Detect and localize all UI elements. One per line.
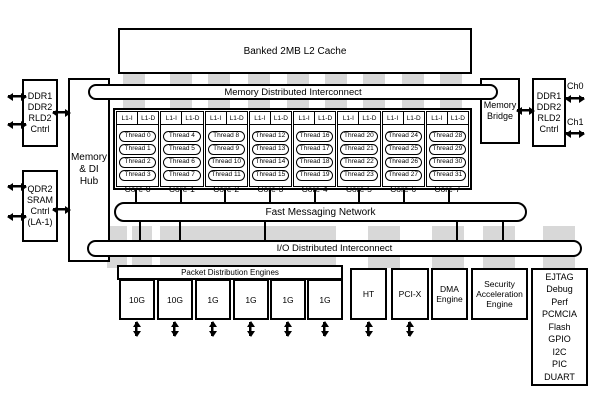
- ddr-left-line: RLD2: [28, 113, 52, 123]
- ddr-controller-right-box: [532, 78, 566, 147]
- thread-pill: Thread 3: [119, 170, 156, 181]
- v-bidirectional-arrow-icon: [283, 322, 292, 336]
- l1i-cache-cell: L1-I: [338, 112, 359, 124]
- thread-pill: Thread 21: [340, 144, 377, 155]
- port-10g-1: [157, 279, 193, 320]
- l1-cache-row: [383, 112, 424, 125]
- security-line: Acceleration: [476, 289, 523, 299]
- bus-connector-line: [139, 221, 141, 241]
- l1-cache-row: [427, 112, 468, 125]
- l1-cache-row: [206, 112, 247, 125]
- core-7: [426, 111, 469, 194]
- security-line: Security: [484, 279, 515, 289]
- core-3: [249, 111, 292, 194]
- io-distributed-interconnect-bus: [87, 240, 582, 257]
- pcix-label: PCI-X: [398, 289, 422, 299]
- thread-pill: Thread 18: [296, 157, 333, 168]
- thread-pill: Thread 9: [208, 144, 245, 155]
- thread-pill: Thread 14: [252, 157, 289, 168]
- port-label: 10G: [128, 294, 146, 305]
- hub-label-line: & DI: [79, 164, 99, 175]
- h-bidirectional-arrow-icon: [566, 129, 584, 138]
- port-1g-3: [307, 279, 343, 320]
- core-2: [205, 111, 248, 194]
- l1-cache-row: [117, 112, 158, 125]
- thread-list: [383, 125, 424, 183]
- core-5: [337, 111, 380, 194]
- fast-messaging-network-bus: [114, 202, 527, 222]
- thread-pill: Thread 1: [119, 144, 156, 155]
- thread-pill: Thread 19: [296, 170, 333, 181]
- thread-pill: Thread 31: [429, 170, 466, 181]
- ht-box: [350, 268, 387, 320]
- packet-distribution-engines-box: [117, 265, 343, 280]
- thread-pill: Thread 16: [296, 131, 333, 142]
- l1-cache-row: [338, 112, 379, 125]
- l1i-cache-cell: L1-I: [383, 112, 404, 124]
- thread-pill: Thread 11: [208, 170, 245, 181]
- l1i-cache-cell: L1-I: [161, 112, 182, 124]
- ddr-left-line: DDR1: [27, 91, 53, 101]
- thread-pill: Thread 2: [119, 157, 156, 168]
- h-bidirectional-arrow-icon: [8, 92, 26, 101]
- port-10g-0: [119, 279, 155, 320]
- security-acceleration-engine-box: [471, 268, 528, 320]
- l2-cache-box: [118, 28, 472, 74]
- v-bidirectional-arrow-icon: [170, 322, 179, 336]
- thread-pill: Thread 28: [429, 131, 466, 142]
- v-bidirectional-arrow-icon: [132, 322, 141, 336]
- thread-pill: Thread 22: [340, 157, 377, 168]
- thread-pill: Thread 25: [385, 144, 422, 155]
- bus-connector-line: [456, 221, 458, 241]
- v-bidirectional-arrow-icon: [320, 322, 329, 336]
- h-bidirectional-arrow-icon: [566, 94, 584, 103]
- thread-pill: Thread 15: [252, 170, 289, 181]
- l1i-cache-cell: L1-I: [117, 112, 138, 124]
- core-label: Core-5: [345, 184, 372, 194]
- core-6: [382, 111, 425, 194]
- cores-block: [113, 108, 472, 194]
- thread-list: [294, 125, 335, 183]
- peripheral-line: Debug: [546, 284, 573, 295]
- core-label: Core-6: [390, 184, 417, 194]
- core-1: [160, 111, 203, 194]
- l1d-cache-cell: L1-D: [406, 114, 421, 122]
- dma-engine-box: [431, 268, 468, 320]
- port-1g-0: [195, 279, 231, 320]
- thread-pill: Thread 6: [163, 157, 200, 168]
- port-1g-1: [233, 279, 269, 320]
- peripheral-line: EJTAG: [545, 271, 574, 282]
- l1i-cache-cell: L1-I: [427, 112, 448, 124]
- ddr-left-line: DDR2: [27, 102, 53, 112]
- h-bidirectional-arrow-icon: [8, 120, 26, 129]
- peripheral-line: PCMCIA: [541, 309, 577, 320]
- thread-list: [161, 125, 202, 183]
- fmn-label: Fast Messaging Network: [265, 206, 376, 218]
- thread-pill: Thread 29: [429, 144, 466, 155]
- port-1g-2: [270, 279, 306, 320]
- h-bidirectional-arrow-icon: [517, 106, 534, 115]
- core-4: [293, 111, 336, 194]
- peripheral-line: PIC: [551, 359, 567, 370]
- hub-label-line: Memory: [70, 152, 108, 163]
- l2-cache-label: Banked 2MB L2 Cache: [243, 45, 347, 57]
- port-label: 1G: [245, 294, 257, 305]
- security-line: Engine: [486, 299, 513, 309]
- thread-pill: Thread 8: [208, 131, 245, 142]
- port-label: 10G: [166, 294, 184, 305]
- qdr-left-line: SRAM: [26, 195, 53, 205]
- ch1-label: Ch1: [567, 117, 584, 127]
- h-bidirectional-arrow-icon: [53, 205, 70, 214]
- thread-list: [250, 125, 291, 183]
- thread-pill: Thread 27: [385, 170, 422, 181]
- port-label: 1G: [207, 294, 219, 305]
- port-label: 1G: [319, 294, 331, 305]
- peripheral-line: I2C: [552, 346, 567, 357]
- thread-pill: Thread 0: [119, 131, 156, 142]
- thread-pill: Thread 26: [385, 157, 422, 168]
- l1i-cache-cell: L1-I: [294, 112, 315, 124]
- l1d-cache-cell: L1-D: [362, 114, 377, 122]
- v-bidirectional-arrow-icon: [364, 322, 373, 336]
- l1d-cache-cell: L1-D: [318, 114, 333, 122]
- thread-pill: Thread 17: [296, 144, 333, 155]
- core-label: Core-0: [124, 184, 151, 194]
- core-0: [116, 111, 159, 194]
- peripheral-line: Flash: [548, 321, 571, 332]
- pde-label: Packet Distribution Engines: [181, 268, 279, 277]
- core-label: Core-1: [168, 184, 195, 194]
- ddr-right-line: DDR2: [536, 101, 562, 112]
- l1-cache-row: [161, 112, 202, 125]
- thread-pill: Thread 24: [385, 131, 422, 142]
- l1d-cache-cell: L1-D: [185, 114, 200, 122]
- h-bidirectional-arrow-icon: [8, 212, 26, 221]
- l1i-cache-cell: L1-I: [206, 112, 227, 124]
- memory-di-hub-box: [68, 78, 110, 262]
- h-bidirectional-arrow-icon: [8, 182, 26, 191]
- core-label: Core-4: [301, 184, 328, 194]
- h-bidirectional-arrow-icon: [53, 108, 70, 117]
- l1i-cache-cell: L1-I: [250, 112, 271, 124]
- peripheral-line: DUART: [544, 371, 575, 382]
- hub-label-line: Hub: [79, 176, 99, 187]
- dma-line: DMA: [440, 284, 459, 294]
- ddr-right-line: Cntrl: [539, 123, 559, 134]
- ch0-label: Ch0: [567, 81, 584, 91]
- peripherals-box: [531, 268, 588, 386]
- mdi-label: Memory Distributed Interconnect: [224, 86, 362, 98]
- thread-pill: Thread 5: [163, 144, 200, 155]
- v-bidirectional-arrow-icon: [405, 322, 414, 336]
- ht-label: HT: [362, 289, 375, 299]
- qdr-left-line: (LA-1): [27, 217, 53, 227]
- thread-list: [338, 125, 379, 183]
- thread-list: [206, 125, 247, 183]
- v-bidirectional-arrow-icon: [208, 322, 217, 336]
- v-bidirectional-arrow-icon: [246, 322, 255, 336]
- thread-pill: Thread 23: [340, 170, 377, 181]
- ddr-right-line: DDR1: [536, 90, 562, 101]
- thread-pill: Thread 4: [163, 131, 200, 142]
- thread-pill: Thread 12: [252, 131, 289, 142]
- thread-pill: Thread 10: [208, 157, 245, 168]
- bus-connector-line: [502, 221, 504, 241]
- thread-pill: Thread 20: [340, 131, 377, 142]
- memory-bridge-line: Memory: [483, 100, 517, 110]
- thread-pill: Thread 13: [252, 144, 289, 155]
- thread-list: [117, 125, 158, 183]
- l1d-cache-cell: L1-D: [450, 114, 465, 122]
- l1d-cache-cell: L1-D: [273, 114, 288, 122]
- bus-connector-line: [179, 221, 181, 241]
- memory-bridge-line: Bridge: [486, 111, 513, 121]
- ddr-right-line: RLD2: [537, 112, 561, 123]
- core-label: Core-3: [257, 184, 284, 194]
- thread-pill: Thread 30: [429, 157, 466, 168]
- iodi-label: I/O Distributed Interconnect: [276, 243, 393, 254]
- pcix-box: [391, 268, 429, 320]
- l1d-cache-cell: L1-D: [229, 114, 244, 122]
- peripheral-line: GPIO: [548, 334, 571, 345]
- qdr-left-line: QDR2: [27, 184, 53, 194]
- bus-connector-line: [264, 221, 266, 241]
- memory-distributed-interconnect-bus: [88, 84, 498, 100]
- l1-cache-row: [250, 112, 291, 125]
- l1d-cache-cell: L1-D: [141, 114, 156, 122]
- thread-pill: Thread 7: [163, 170, 200, 181]
- core-label: Core-2: [213, 184, 240, 194]
- ddr-left-line: Cntrl: [30, 124, 50, 134]
- qdr-left-line: Cntrl: [30, 206, 50, 216]
- thread-list: [427, 125, 468, 183]
- peripheral-line: Perf: [551, 296, 568, 307]
- dma-line: Engine: [436, 294, 463, 304]
- core-label: Core-7: [434, 184, 461, 194]
- port-label: 1G: [282, 294, 294, 305]
- l1-cache-row: [294, 112, 335, 125]
